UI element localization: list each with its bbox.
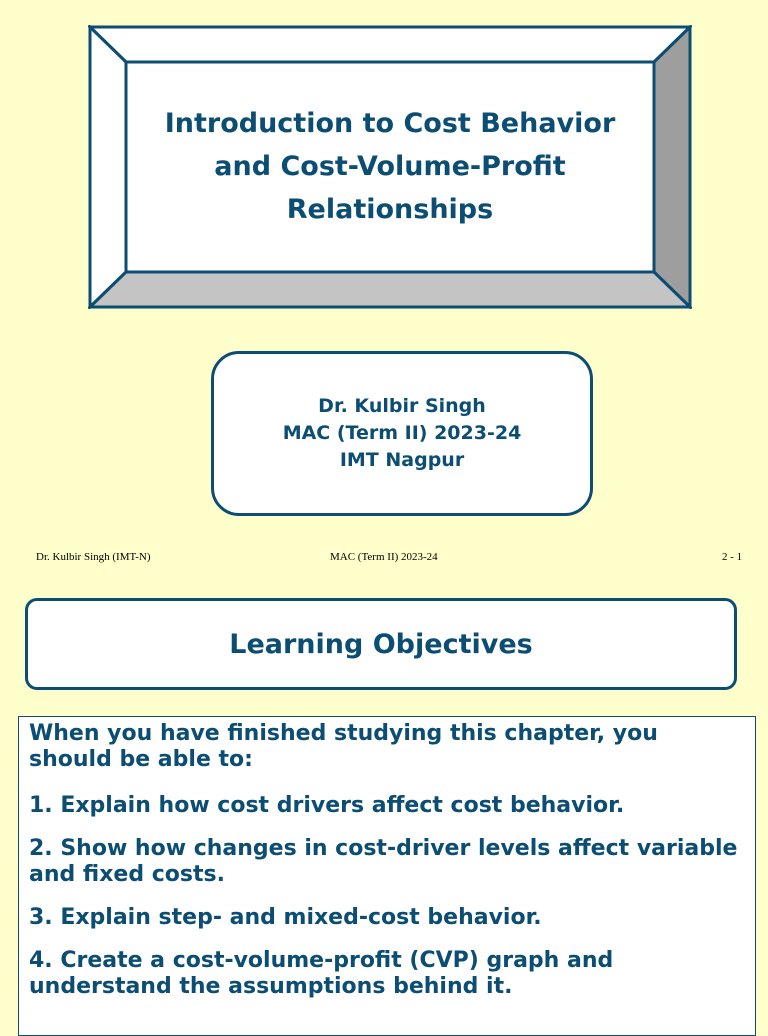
slide-title — [126, 62, 654, 270]
author-name: Dr. Kulbir Singh — [318, 395, 486, 417]
footer-page-number: 2 - 1 — [722, 551, 743, 563]
objective-item: 3. Explain step- and mixed-cost behavior. — [29, 905, 542, 930]
objectives-list — [18, 716, 756, 1036]
objective-item: 2. Show how changes in cost-driver levels affect variable and fixed costs. — [29, 836, 738, 887]
author-box — [211, 351, 593, 516]
footer-author: Dr. Kulbir Singh (IMT-N) — [36, 551, 151, 563]
objectives-intro: When you have finished studying this chapter, you should be able to: — [29, 721, 658, 772]
title-line: Relationships — [286, 193, 494, 225]
objectives-slide — [0, 590, 768, 1024]
objective-item: 4. Create a cost-volume-profit (CVP) graph and understand the assumptions behind it. — [29, 948, 614, 999]
title-line: Introduction to Cost Behavior — [164, 107, 616, 139]
objective-item: 1. Explain how cost drivers affect cost behavior. — [29, 793, 625, 818]
footer-course: MAC (Term II) 2023-24 — [330, 551, 438, 563]
title-line: and Cost-Volume-Profit — [214, 150, 566, 182]
course-term: MAC (Term II) 2023-24 — [282, 422, 522, 444]
objectives-heading: Learning Objectives — [25, 598, 737, 690]
institution: IMT Nagpur — [339, 449, 465, 471]
